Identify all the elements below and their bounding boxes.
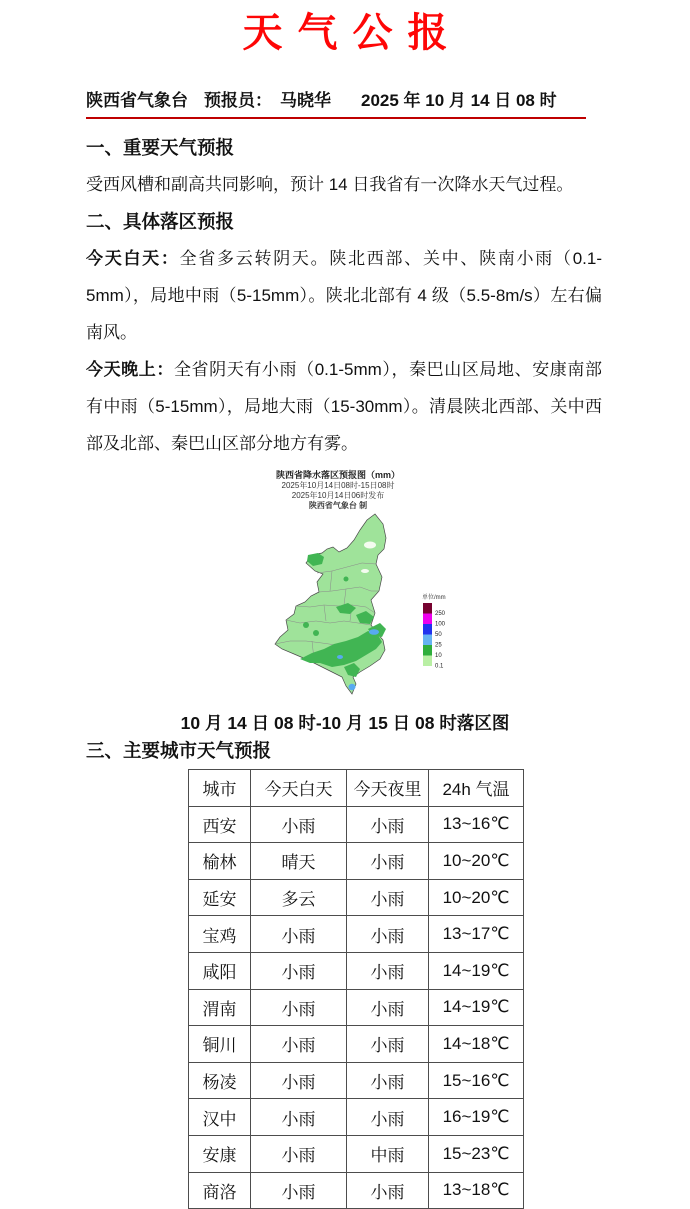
table-cell: 小雨	[347, 1026, 429, 1063]
city-weather-table	[188, 769, 524, 1209]
table-cell: 延安	[189, 879, 251, 916]
table-cell: 小雨	[347, 1062, 429, 1099]
table-cell: 西安	[189, 806, 251, 843]
table-cell: 小雨	[251, 1135, 347, 1172]
map-caption: 10 月 14 日 08 时-10 月 15 日 08 时落区图	[180, 713, 510, 733]
table-row	[189, 879, 524, 916]
table-cell: 小雨	[251, 1172, 347, 1209]
table-cell: 14~18℃	[429, 1026, 524, 1063]
table-cell: 小雨	[251, 989, 347, 1026]
table-cell: 小雨	[251, 952, 347, 989]
table-cell: 榆林	[189, 843, 251, 880]
map-title: 陕西省降水落区预报图（mm）	[275, 470, 400, 480]
legend-swatch	[423, 624, 432, 635]
legend-label: 100	[435, 621, 446, 628]
table-row	[189, 1172, 524, 1209]
table-cell: 10~20℃	[429, 843, 524, 880]
table-cell: 咸阳	[189, 952, 251, 989]
table-cell: 13~18℃	[429, 1172, 524, 1209]
table-cell: 16~19℃	[429, 1099, 524, 1136]
table-cell: 15~23℃	[429, 1135, 524, 1172]
table-cell: 渭南	[189, 989, 251, 1026]
table-cell: 小雨	[347, 843, 429, 880]
issue-datetime: 2025 年 10 月 14 日 08 时	[361, 91, 557, 110]
column-header-day: 今天白天	[251, 770, 347, 807]
bulletin-body	[86, 129, 602, 462]
table-cell: 汉中	[189, 1099, 251, 1136]
table-cell: 中雨	[347, 1135, 429, 1172]
table-cell: 13~17℃	[429, 916, 524, 953]
table-cell: 10~20℃	[429, 879, 524, 916]
column-header-temp: 24h 气温	[429, 770, 524, 807]
table-cell: 14~19℃	[429, 952, 524, 989]
section-heading-areas: 二、具体落区预报	[86, 211, 235, 232]
legend-label: 0.1	[435, 663, 444, 670]
table-cell: 小雨	[347, 916, 429, 953]
table-cell: 小雨	[347, 1099, 429, 1136]
table-row	[189, 1135, 524, 1172]
night-forecast	[86, 351, 602, 462]
legend-label: 50	[435, 632, 442, 638]
forecaster-name: 马晓华	[280, 91, 331, 110]
section-heading-important: 一、重要天气预报	[86, 137, 235, 158]
table-cell: 杨凌	[189, 1062, 251, 1099]
table-cell: 13~16℃	[429, 806, 524, 843]
table-cell: 商洛	[189, 1172, 251, 1209]
legend-swatch	[423, 635, 432, 646]
table-cell: 小雨	[347, 879, 429, 916]
table-row	[189, 916, 524, 953]
table-cell: 小雨	[251, 1099, 347, 1136]
day-forecast-text: 全省多云转阴天。陕北西部、关中、陕南小雨（0.1-5mm），局地中雨（5-15mm）。陕北北部有 4 级（5.5-8m/s）左右偏南风。	[86, 249, 603, 342]
table-cell: 小雨	[251, 1062, 347, 1099]
forecaster-label: 预报员：	[204, 91, 272, 110]
table-cell: 小雨	[251, 806, 347, 843]
legend-swatch	[423, 645, 432, 656]
column-header-city: 城市	[189, 770, 251, 807]
table-row	[189, 1099, 524, 1136]
table-cell: 15~16℃	[429, 1062, 524, 1099]
important-forecast-text: 受西风槽和副高共同影响，预计 14 日我省有一次降水天气过程。	[86, 175, 574, 194]
legend-label: 250	[435, 611, 446, 617]
table-row	[189, 806, 524, 843]
table-cell: 小雨	[347, 989, 429, 1026]
table-cell: 宝鸡	[189, 916, 251, 953]
table-cell: 小雨	[347, 1172, 429, 1209]
table-cell: 多云	[251, 879, 347, 916]
legend-swatch	[423, 656, 432, 667]
section-heading-cities: 三、主要城市天气预报	[86, 740, 272, 761]
map-legend	[422, 593, 446, 670]
table-row	[189, 1062, 524, 1099]
column-header-night: 今天夜里	[347, 770, 429, 807]
table-cell: 晴天	[251, 843, 347, 880]
map-titles	[272, 470, 404, 511]
day-forecast	[86, 240, 602, 351]
table-row	[189, 1026, 524, 1063]
day-forecast-lead: 今天白天：	[86, 249, 180, 268]
precipitation-map	[272, 511, 470, 701]
table-cell: 铜川	[189, 1026, 251, 1063]
page-title: 天气公报	[242, 10, 463, 55]
legend-label: 25	[435, 642, 442, 649]
precipitation-map-figure	[272, 470, 472, 706]
night-forecast-text: 全省阴天有小雨（0.1-5mm），秦巴山区局地、安康南部有中雨（5-15mm），局地大雨（15-30mm）。清晨陕北西部、关中西部及北部、秦巴山区部分地方有雾。	[86, 360, 602, 453]
legend-swatch	[423, 603, 432, 614]
table-cell: 小雨	[347, 952, 429, 989]
legend-title: 单位/mm	[422, 595, 446, 601]
table-cell: 小雨	[251, 1026, 347, 1063]
legend-swatch	[423, 614, 432, 625]
city-table-body	[189, 806, 524, 1209]
table-row	[189, 989, 524, 1026]
table-row	[189, 952, 524, 989]
map-valid-period: 2025年10月14日08时-15日08时	[281, 481, 395, 490]
bulletin-header	[86, 90, 586, 119]
table-cell: 小雨	[347, 806, 429, 843]
legend-label: 10	[435, 653, 442, 659]
map-maker: 陕西省气象台 制	[308, 501, 368, 510]
table-cell: 安康	[189, 1135, 251, 1172]
table-cell: 小雨	[251, 916, 347, 953]
map-issue-time: 2025年10月14日06时发布	[291, 491, 385, 500]
office-name: 陕西省气象台	[86, 91, 188, 110]
night-forecast-lead: 今天晚上：	[86, 360, 174, 379]
province-shape	[275, 514, 386, 694]
table-header-row	[189, 770, 524, 807]
table-cell: 14~19℃	[429, 989, 524, 1026]
table-row	[189, 843, 524, 880]
